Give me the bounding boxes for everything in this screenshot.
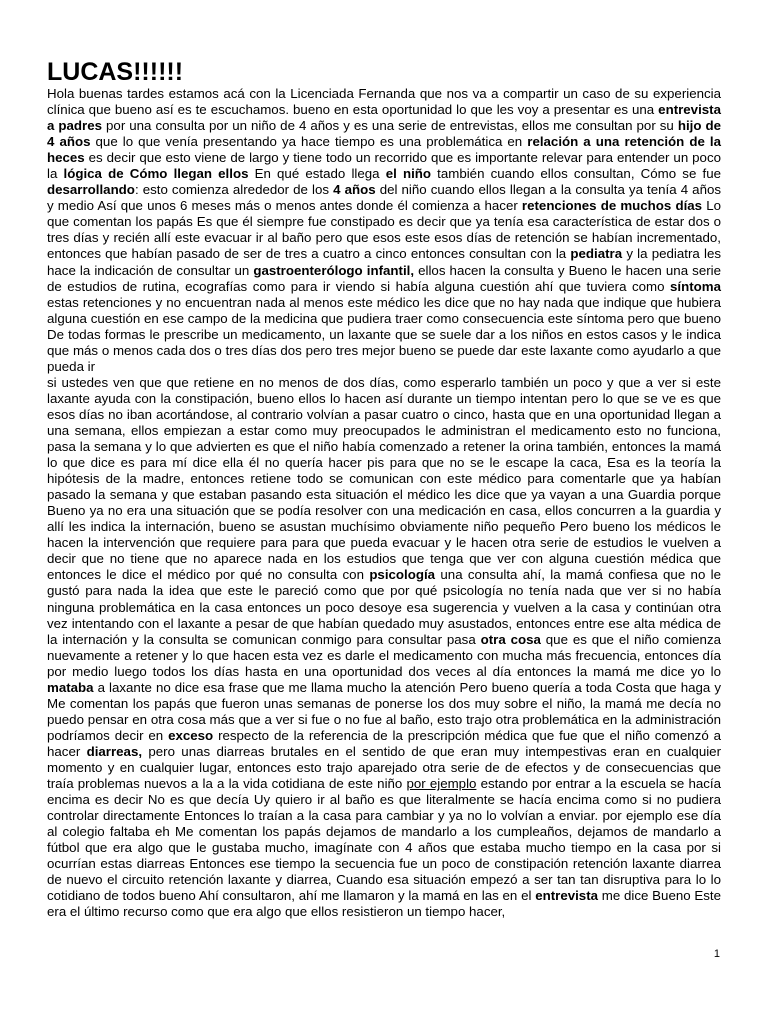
underlined-text: por ejemplo [406, 776, 477, 792]
text-run: una consulta ahí, la mamá confiesa que no le gustó para nada la idea que este le pareció como que por qué psicología no tenía nada que ver si no había ninguna problemática en la casa entonces un poco desoye esa sugerencia y vuelven a la casa y continúan otra vez intentando con el laxante a pesar de que habían quedado muy asustados, entonces entre ese alta médica de la internación y la consulta se comunican conmigo para consultar pasa [47, 567, 722, 647]
text-run: ellos hacen la consulta y Bueno le hacen una serie de estudios de rutina, ecografías como para ir viendo si había alguna cuestión ahí que tuviera como [47, 262, 721, 294]
text-run: respecto de la referencia de la prescripción médica que fue que el niño comenzó a hacer [47, 727, 721, 759]
text-run: pero unas diarreas brutales en el sentido de que eran muy intempestivas eran en cualquier momento y en cualquier lugar, entonces esto trajo aparejado otra serie de de efectos y de consecuencias que traía problemas nuevos a la a la vida cotidiana de este niño [47, 743, 721, 792]
paragraph [47, 375, 721, 921]
bold-text: exceso [168, 727, 214, 743]
text-run: del niño cuando ellos llegan a la consulta ya tenía 4 años y medio Así que unos 6 meses más o menos antes donde él comienza a hacer [47, 182, 722, 214]
bold-text: el niño [385, 166, 432, 182]
text-run: por una consulta por un niño de 4 años y es una serie de entrevistas, ellos me consultan por su [102, 118, 678, 134]
bold-text: hijo de 4 años [47, 118, 721, 150]
paragraph [47, 86, 721, 375]
text-run: y la pediatra les hace la indicación de consultar un [47, 246, 721, 278]
text-run: En qué estado llega [248, 166, 386, 182]
bold-text: otra cosa [480, 631, 541, 647]
bold-text: lógica de Cómo llegan ellos [63, 166, 249, 182]
bold-text: mataba [47, 679, 94, 695]
bold-text: desarrollando [47, 182, 135, 198]
text-run: si ustedes ven que que retiene en no menos de dos días, como esperarlo también un poco y que a ver si este laxante ayuda con la constipación, bueno ellos lo hacen así durante un tiempo intentan pero lo que se ve es que esos días no iban acortándose, al contrario volvían a pasar cuatro o cinco, hasta que en una oportunidad llegan a una semana, ellos empiezan a estar como muy preocupados le administran el medicamento esto no funciona, pasa la semana y lo que advierten es que el niño había comenzado a retener la orina también, entonces la mamá lo que dice es para mí dice ella él no quería hacer pis para que no se le escape la caca, Esa es la teoría la hipótesis de la madre, entonces retiene todo se comunican con este médico para comentarle que ya habían pasado la semana y que estaban pasando esta situación el médico les dice que ya vayan a una Guardia porque Bueno ya no era una situación que se podía resolver con una medicación en casa, ellos concurren a la guardia y allí les indica la internación, bueno se asustan muchísimo obviamente niño pequeño Pero bueno los médicos le hacen la intervención que requiere para para que pueda evacuar y le hacen otra serie de estudios le vuelven a decir que no tiene que no aparece nada en los estudios que tenga que ver con alguna cuestión médica que entonces le dice el médico por qué no consulta con [47, 374, 721, 583]
bold-text: diarreas, [86, 743, 143, 759]
bold-text: psicología [369, 567, 436, 583]
bold-text: entrevista [535, 888, 599, 904]
text-run: a laxante no dice esa frase que me llama mucho la atención Pero bueno quería a toda Costa que haga y Me comentan los papás que fueron unas semanas de ponerse los dos muy sobre el niño, la mamá me decía no puedo pensar en otra cosa más que a ver si fue o no fue al baño, esto trajo otra problemática en la administración podríamos decir en [47, 679, 721, 743]
bold-text: gastroenterólogo infantil, [253, 262, 415, 278]
text-run: estando por entrar a la escuela se hacía encima es decir No es que decía Uy quiero ir al baño es que literalmente se hacía encima como si no pudiera controlar directamente Entonces lo traían a la casa para cambiar y ya no lo volvían a enviar. por ejemplo ese día al colegio faltaba eh Me comentan los papás dejamos de mandarlo a los cumpleaños, dejamos de mandarlo a fútbol que era algo que le gustaba mucho, imagínate con 4 años que estaba mucho tiempo en la casa por si ocurrían estas diarreas Entonces ese tiempo la secuencia fue un poco de constipación retención laxante diarrea de nuevo el circuito retención laxante y diarrea, Cuando esa situación empezó a ser tan tan disruptiva para lo lo cotidiano de todos bueno Ahí consultaron, ahí me llamaron y la mamá en las en el [47, 776, 721, 904]
bold-text: pediatra [570, 246, 623, 262]
text-run: me dice Bueno Este era el último recurso como que era algo que ellos resistieron un tiempo hacer, [47, 888, 722, 920]
text-run: que lo que venía presentando ya hace tiempo es una problemática en [90, 134, 528, 150]
document-page [47, 58, 721, 920]
bold-text: síntoma [670, 278, 721, 294]
text-run: es decir que esto viene de largo y tiene todo un recorrido que es importante relevar para entender un poco la [47, 150, 721, 182]
page-title: LUCAS!!!!!! [47, 58, 184, 86]
text-run: que es que el niño comienza nuevamente a retener y lo que hacen esta vez es darle el medicamento con mucha más frecuencia, entonces día por medio luego todos los días hasta en una oportunidad dos veces al día entonces la mamá me dice yo lo [47, 631, 721, 679]
text-run: : esto comienza alrededor de los [134, 182, 334, 198]
text-run: estas retenciones y no encuentran nada al menos este médico les dice que no hay nada que indique que hubiera alguna cuestión en ese campo de la medicina que pudiera traer como consecuencia este síntoma pero que bueno De todas formas le prescribe un medicamento, un laxante que se suele dar a los niños en estos casos y le indica que más o menos cada dos o tres días dos pero tres mejor bueno se puede dar este laxante como ayudarlo a que pueda ir [47, 294, 721, 374]
bold-text: 4 años [333, 182, 376, 198]
bold-text: retenciones de muchos días [521, 198, 703, 214]
bold-text: relación a una retención de la heces [47, 134, 722, 166]
text-run: Hola buenas tardes estamos acá con la Licenciada Fernanda que nos va a compartir un caso de su experiencia clínica que bueno así es te escuchamos. bueno en esta oportunidad lo que les voy a presentar es una [47, 86, 721, 118]
text-run: Lo que comentan los papás Es que él siempre fue constipado es decir que ya tenía esa característica de estar dos o tres días y recién allí este evacuar ir al baño pero que esos este esos días de retención se habían incrementado, entonces que habían pasado de ser de tres a cuatro a cinco entonces consultan con la [47, 198, 722, 262]
bold-text: entrevista a padres [47, 102, 721, 134]
page-number: 1 [713, 948, 720, 960]
text-run: también cuando ellos consultan, Cómo se fue [431, 166, 721, 182]
